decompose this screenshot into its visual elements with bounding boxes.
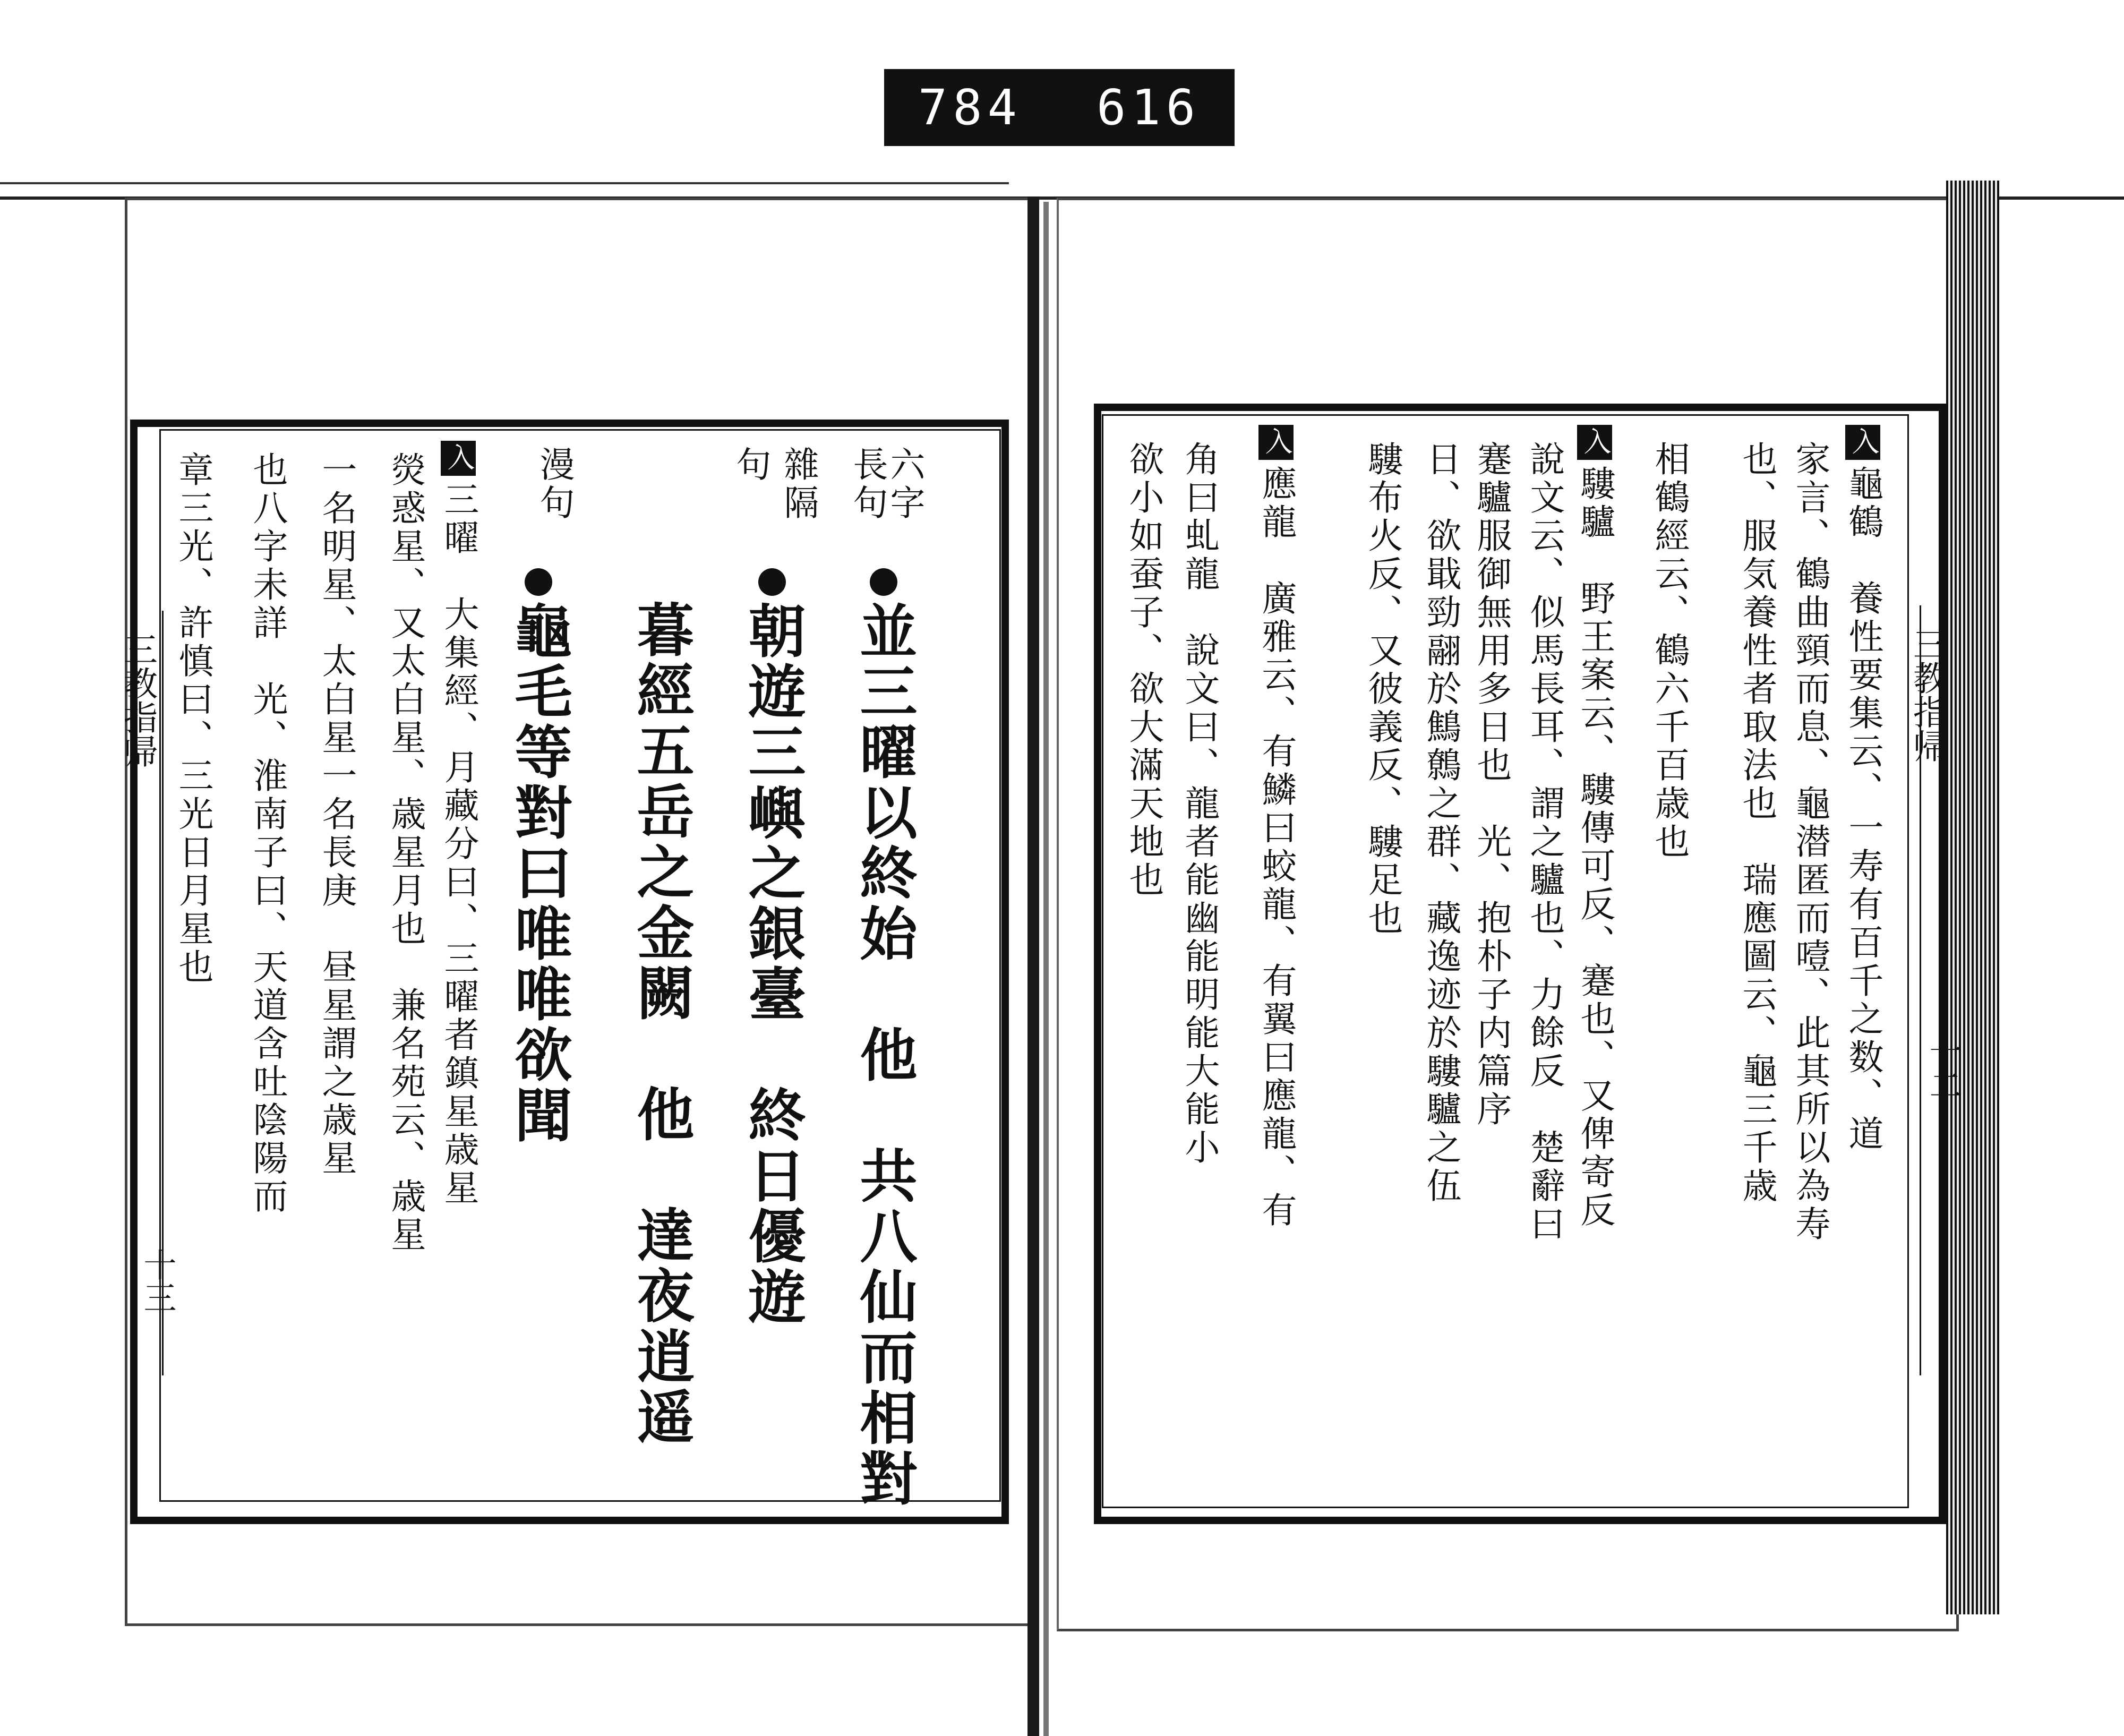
book-gutter-shadow <box>1043 202 1049 1736</box>
left-note-3: 一名明星、太白星一名長庚 昼星謂之歳星 <box>316 451 357 1178</box>
right-col-4: 相鶴經云、鶴六千百歳也 <box>1649 441 1690 861</box>
left-label-2b: 句 <box>730 446 771 484</box>
right-col-1: 入龜鶴 養性要集云、一寿有百千之数、道 <box>1845 425 1880 1153</box>
right-side-title: 三教指帰 <box>1907 627 1947 763</box>
right-col-6: 說文云、似馬長耳、謂之驢也、力餘反 楚辭曰 <box>1524 441 1565 1244</box>
left-side-title: 三教指帰 <box>118 632 157 768</box>
book-gutter <box>1027 196 1039 1736</box>
page-edges-right <box>1946 181 1999 1614</box>
left-note-2: 熒惑星、又太白星、歳星月也 兼名苑云、歳星 <box>385 451 426 1254</box>
heading-marker-icon: 入 <box>1845 425 1880 460</box>
left-note-1: 入三曜 大集經、月藏分曰、三曜者鎮星歳星 <box>441 441 476 1208</box>
left-note-4: 也八字未詳 光、淮南子曰、天道含吐陰陽而 <box>247 451 288 1216</box>
right-col-12: 欲小如蚕子、欲大滿天地也 <box>1123 441 1164 900</box>
right-col-11: 角曰虬龍 說文曰、龍者能幽能明能大能小 <box>1179 441 1220 1167</box>
archive-label <box>884 69 1235 146</box>
heading-marker-icon: 入 <box>1577 425 1612 460</box>
left-label-1b: 長句 <box>847 446 888 523</box>
bullet-dot-icon <box>758 568 786 596</box>
heading-marker-icon: 入 <box>1258 425 1294 460</box>
left-label-2: 雜隔 <box>778 446 819 523</box>
archive-number-right: 616 <box>1097 79 1201 136</box>
bullet-dot-icon <box>870 568 897 596</box>
left-label-1: 六字 <box>884 446 925 523</box>
left-big-col-3: 暮經五岳之金闕 他 達夜逍遥 <box>627 600 694 1448</box>
top-rule-left <box>0 182 1009 184</box>
left-note-5: 章三光、許慎曰、三光日月星也 <box>173 451 213 987</box>
heading-marker-icon: 入 <box>441 441 476 476</box>
left-big-col-2: 朝遊三嶼之銀臺 終日優遊 <box>743 563 801 1328</box>
right-col-5: 入䮫驢 野王案云、䮫傳可反、蹇也、又俾寄反 <box>1577 425 1612 1230</box>
right-col-3: 也、服気養性者取法也 瑞應圖云、龜三千歳 <box>1736 441 1777 1205</box>
right-col-8: 日、欲戢勁翮於鷦鷯之群、藏逸迹於䮫驢之伍 <box>1420 441 1461 1205</box>
archive-number-left: 784 <box>918 79 1022 136</box>
left-folio: 十三 <box>138 1248 177 1314</box>
left-big-col-4: 龜毛等對曰唯唯欲聞 <box>510 563 567 1146</box>
right-side-band <box>1907 605 1951 1375</box>
right-folio: 十二 <box>1924 1036 1963 1101</box>
right-col-10: 入應龍 廣雅云、有鱗曰蛟龍、有翼曰應龍、有 <box>1258 425 1294 1230</box>
left-label-3: 漫句 <box>534 446 575 523</box>
right-col-9: 䮫布火反、又彼義反、䮫足也 <box>1362 441 1403 938</box>
left-big-col-1: 並三曜以終始 他 共八仙而相對 <box>855 563 912 1509</box>
right-col-2: 家言、鶴曲頸而息、龜潜匿而噎、此其所以為寿 <box>1789 441 1830 1244</box>
right-col-7: 蹇驢服御無用多日也 光、抱朴子内篇序 <box>1471 441 1512 1129</box>
bullet-dot-icon <box>525 568 552 596</box>
